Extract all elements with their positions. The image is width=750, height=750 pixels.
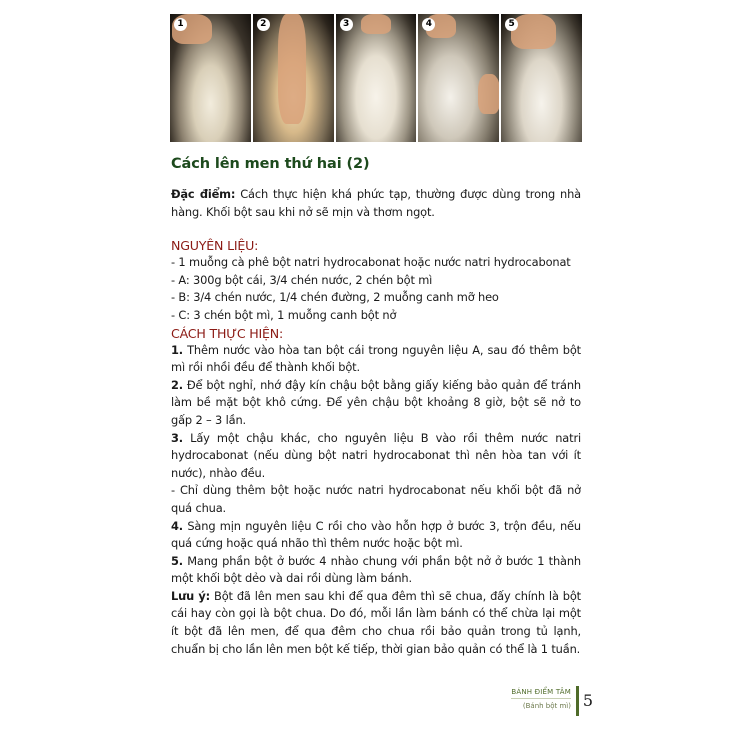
step-number-badge: 1 <box>174 18 187 31</box>
ingredient-item: - B: 3/4 chén nước, 1/4 chén đường, 2 muỗng canh mỡ heo <box>171 290 499 305</box>
step-number: 1. <box>171 342 183 357</box>
step-number: 2. <box>171 377 183 392</box>
method-step-note <box>171 482 581 517</box>
step-number: 4. <box>171 518 183 533</box>
step-number-badge: 4 <box>422 18 435 31</box>
ingredient-item: - C: 3 chén bột mì, 1 muỗng canh bột nở <box>171 307 397 322</box>
step-photo-5 <box>501 14 582 142</box>
note-text: Bột đã lên men sau khi để qua đêm thì sẽ chua, đấy chính là bột cái hay còn gọi là bột chua. Do đó, mỗi lần làm bánh có thể chừa lại một ít bột đã lên men, để qua đêm cho chua rồi bảo quản trong tủ lạnh, chuẩn bị cho lần lên men bột kế tiếp, thời gian bảo quản có thể là 1 tuần. <box>171 588 581 656</box>
ingredient-item: - A: 300g bột cái, 3/4 chén nước, 2 chén bột mì <box>171 272 433 287</box>
step-number: 3. <box>171 430 183 445</box>
step-text: Lấy một chậu khác, cho nguyên liệu B vào rồi thêm nước natri hydrocabonat (nếu dùng bột natri hydrocabonat thì nên hòa tan với ít nước), nhào đều. <box>171 430 581 480</box>
features-label: Đặc điểm: <box>171 187 236 201</box>
page-number: 5 <box>582 691 593 710</box>
step-text: Thêm nước vào hòa tan bột cái trong nguyên liệu A, sau đó thêm bột mì rồi nhồi đều để thành khối bột. <box>171 342 581 375</box>
step-text: Để bột nghỉ, nhớ đậy kín chậu bột bằng giấy kiếng bảo quản để tránh làm bề mặt bột khô cứng. Để yên chậu bột khoảng 8 giờ, bột sẽ nở to gấp 2 – 3 lần. <box>171 377 581 427</box>
section-title: Cách lên men thứ hai (2) <box>171 156 370 172</box>
note-label: Lưu ý: <box>171 588 211 603</box>
features-text: Cách thực hiện khá phức tạp, thường được dùng trong nhà hàng. Khối bột sau khi nở sẽ mịn và thơm ngọt. <box>171 187 581 219</box>
step-photo-2 <box>253 14 334 142</box>
method-step <box>171 553 581 588</box>
footer-divider-bar <box>576 686 579 716</box>
book-title: BÁNH ĐIỂM TÂM <box>511 688 571 699</box>
method-heading: CÁCH THỰC HIỆN: <box>171 325 284 341</box>
ingredient-item: - 1 muỗng cà phê bột natri hydrocabonat hoặc nước natri hydrocabonat <box>171 255 571 270</box>
step-number: 5. <box>171 553 183 568</box>
page-footer <box>505 686 595 716</box>
step-text: - Chỉ dùng thêm bột hoặc nước natri hydrocabonat nếu khối bột đã nở quá chua. <box>171 483 581 515</box>
step-number-badge: 5 <box>505 18 518 31</box>
step-number-badge: 2 <box>257 18 270 31</box>
note-paragraph <box>171 588 581 658</box>
recipe-content <box>171 156 581 658</box>
method-step <box>171 518 581 553</box>
features-paragraph <box>171 186 581 221</box>
step-photo-3 <box>336 14 417 142</box>
step-text: Sàng mịn nguyên liệu C rồi cho vào hỗn hợp ở bước 3, trộn đều, nếu quá cứng hoặc quá nhão thì thêm nước hoặc bột mì. <box>171 518 581 551</box>
ingredients-heading: NGUYÊN LIỆU: <box>171 238 259 254</box>
method-step <box>171 342 581 377</box>
book-subtitle: (Bánh bột mì) <box>522 702 571 710</box>
step-photo-strip <box>170 14 582 142</box>
method-step <box>171 430 581 483</box>
step-photo-4 <box>418 14 499 142</box>
method-step <box>171 377 581 430</box>
step-number-badge: 3 <box>340 18 353 31</box>
step-text: Mang phần bột ở bước 4 nhào chung với phần bột nở ở bước 1 thành một khối bột dẻo và dai rồi dùng làm bánh. <box>171 553 581 586</box>
step-photo-1 <box>170 14 251 142</box>
